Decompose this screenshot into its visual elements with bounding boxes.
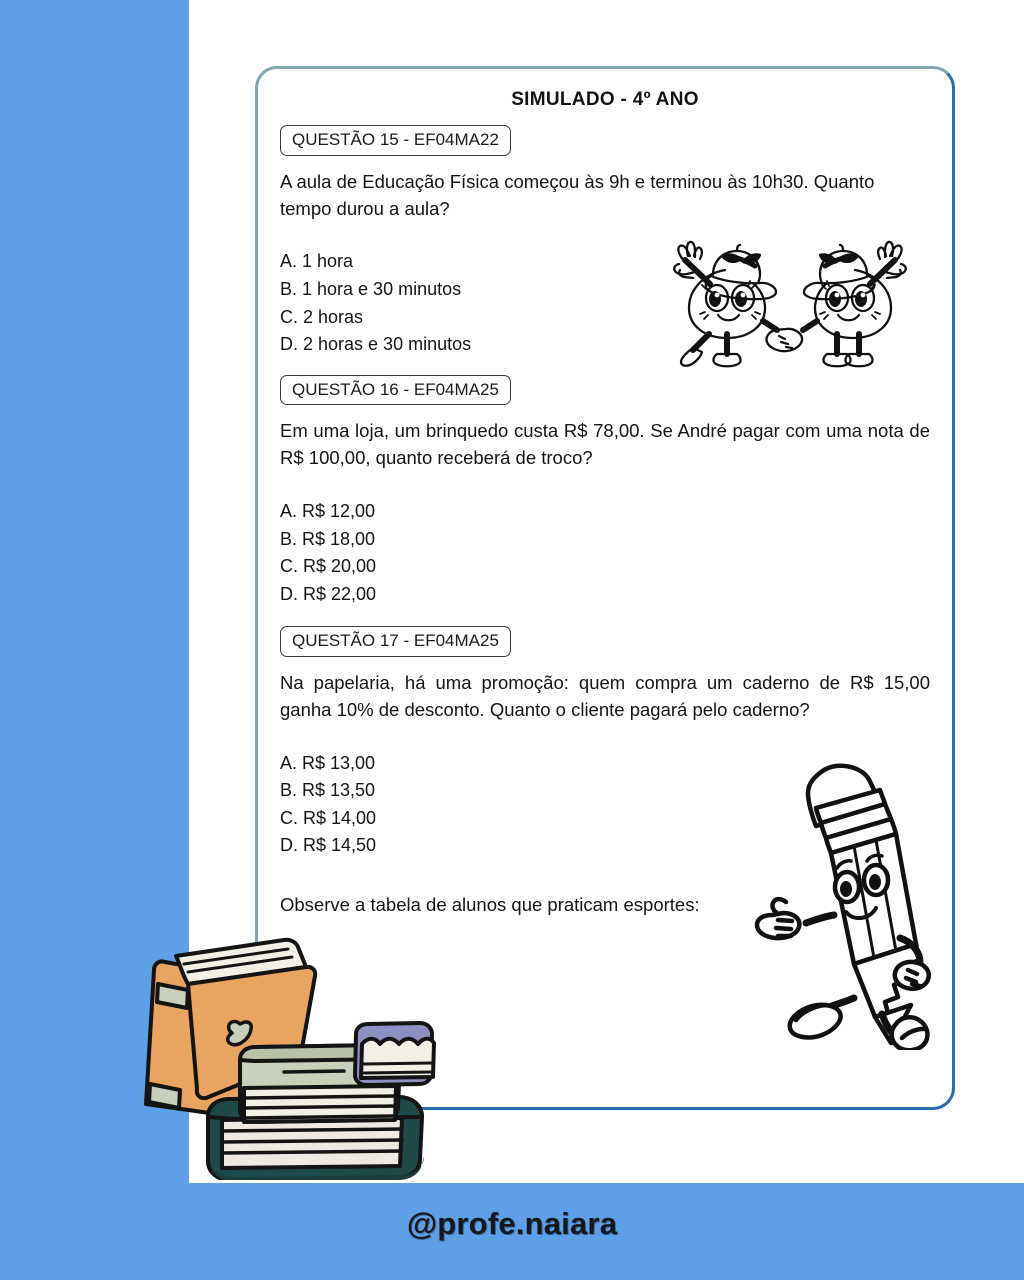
- option-item[interactable]: A. R$ 13,00: [280, 752, 376, 773]
- option-item[interactable]: C. R$ 14,00: [280, 807, 377, 828]
- option-item[interactable]: C. 2 horas: [280, 306, 364, 327]
- worksheet-card-content: [258, 69, 952, 916]
- question-statement-15: A aula de Educação Física começou às 9h e terminou às 10h30. Quanto tempo durou a aula?: [280, 170, 875, 219]
- option-item[interactable]: B. R$ 18,00: [280, 528, 376, 549]
- option-item[interactable]: C. R$ 20,00: [280, 556, 377, 577]
- page-title: SIMULADO - 4º ANO: [511, 89, 699, 110]
- option-item[interactable]: D. R$ 14,50: [280, 835, 377, 856]
- question-options-17: [280, 750, 930, 860]
- option-item[interactable]: D. 2 horas e 30 minutos: [280, 334, 472, 355]
- instagram-handle: @profe.naiara: [406, 1206, 618, 1241]
- question-block-15: [280, 125, 930, 359]
- option-item[interactable]: B. 1 hora e 30 minutos: [280, 279, 462, 299]
- closing-instruction: Observe a tabela de alunos que praticam esportes:: [280, 893, 700, 915]
- question-block-16: [280, 375, 930, 609]
- option-item[interactable]: B. R$ 13,50: [280, 780, 376, 801]
- question-options-15: [280, 248, 930, 358]
- option-item[interactable]: A. R$ 12,00: [280, 501, 376, 522]
- question-badge-15: QUESTÃO 15 - EF04MA22: [280, 125, 511, 156]
- worksheet-card: [255, 66, 955, 1110]
- question-statement-17: Na papelaria, há uma promoção: quem compra um caderno de R$ 15,00 ganha 10% de desconto. Quanto o cliente pagará pelo caderno?: [280, 672, 930, 720]
- question-block-17: [280, 626, 930, 860]
- question-badge-17: QUESTÃO 17 - EF04MA25: [280, 626, 511, 657]
- question-options-16: [280, 498, 930, 608]
- option-item[interactable]: A. 1 hora: [280, 251, 354, 272]
- option-item[interactable]: D. R$ 22,00: [280, 583, 377, 604]
- question-statement-16: Em uma loja, um brinquedo custa R$ 78,00. Se André pagar com uma nota de R$ 100,00, quanto receberá de troco?: [280, 420, 930, 469]
- question-badge-16: QUESTÃO 16 - EF04MA25: [280, 375, 511, 406]
